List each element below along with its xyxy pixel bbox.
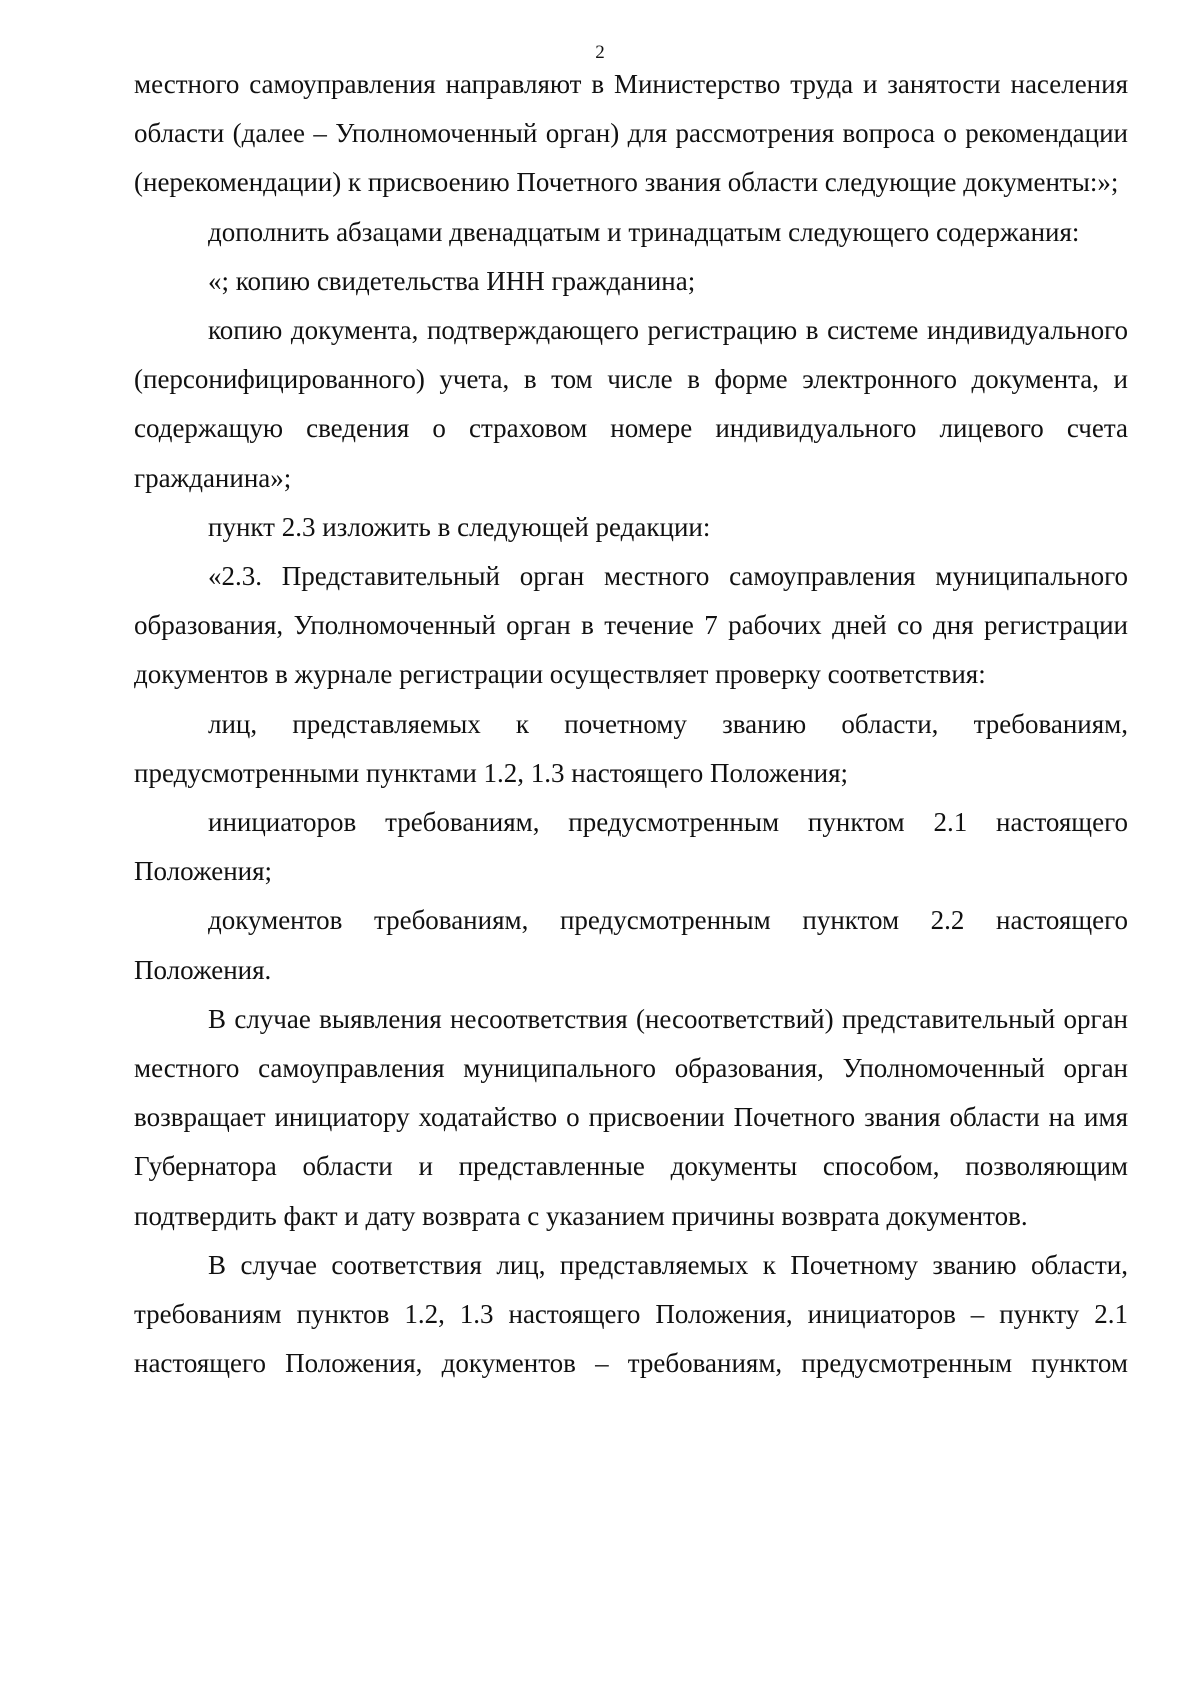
paragraph-5: пункт 2.3 изложить в следующей редакции:	[208, 511, 711, 542]
paragraph-8: инициаторов требованиям, предусмотренным пунктом 2.1 настоящего Положения;	[134, 807, 1128, 887]
page-number: 2	[595, 42, 605, 63]
paragraph-11: В случае соответствия лиц, представляемых к Почетному званию области, требованиям пунктов 1.2, 1.3 настоящего Положения, инициаторов – пункту 2.1 настоящего Положения, документов – требованиям, предусмотренным пунктом	[134, 1249, 1128, 1379]
document-body	[134, 60, 1128, 1388]
paragraph-7: лиц, представляемых к почетному званию области, требованиям, предусмотренными пунктами 1.2, 1.3 настоящего Положения;	[134, 708, 1128, 788]
paragraph-1: местного самоуправления направляют в Министерство труда и занятости населения области (далее – Уполномоченный орган) для рассмотрения вопроса о рекомендации (нерекомендации) к присвоению Почетного звания области следующие документы:»;	[134, 69, 1128, 198]
paragraph-6: «2.3. Представительный орган местного самоуправления муниципального образования, Уполномоченный орган в течение 7 рабочих дней со дня регистрации документов в журнале регистрации осуществляет проверку соответствия:	[134, 561, 1128, 690]
paragraph-9: документов требованиям, предусмотренным пунктом 2.2 настоящего Положения.	[134, 905, 1128, 985]
paragraph-4: копию документа, подтверждающего регистрацию в системе индивидуального (персонифицированного) учета, в том числе в форме электронного документа, и содержащую сведения о страховом номере индивидуального лицевого счета гражданина»;	[134, 315, 1128, 493]
paragraph-3: «; копию свидетельства ИНН гражданина;	[208, 265, 696, 296]
paragraph-10: В случае выявления несоответствия (несоответствий) представительный орган местного самоуправления муниципального образования, Уполномоченный орган возвращает инициатору ходатайство о присвоении Почетного звания области на имя Губернатора области и представленные документы способом, позволяющим подтвердить факт и дату возврата с указанием причины возврата документов.	[134, 1003, 1128, 1231]
paragraph-2: дополнить абзацами двенадцатым и тринадцатым следующего содержания:	[208, 216, 1080, 247]
